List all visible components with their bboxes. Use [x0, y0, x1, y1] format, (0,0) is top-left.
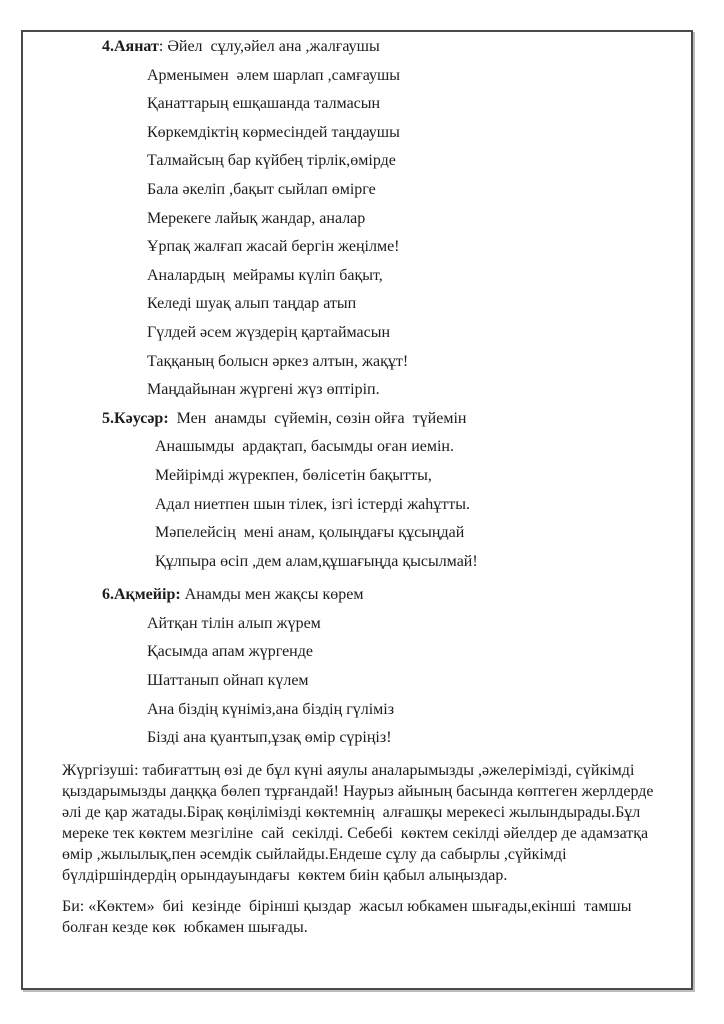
poem-section — [62, 405, 663, 577]
section-header-text: Мен анамды сүйемін, сөзін ойға түйемін — [168, 409, 467, 427]
paragraph-block — [62, 760, 663, 938]
poem-line: Гүлдей әсем жүздерің қартаймасын — [147, 323, 391, 341]
page-border — [21, 30, 693, 990]
poem-line: Айтқан тілін алып жүрем — [147, 614, 321, 632]
poem-line: Бала әкеліп ,бақыт сыйлап өмірге — [147, 180, 376, 198]
section-title: 4.Аянат — [102, 38, 159, 55]
section-header-text: : Әйел сұлу,әйел ана ,жалғаушы — [158, 38, 380, 55]
section-header — [102, 581, 663, 610]
poem-line: Қасымда апам жүргенде — [147, 643, 313, 661]
poem-line: Аналардың мейрамы күліп бақыт, — [147, 266, 383, 284]
dance-paragraph: Би: «Көктем» биі кезінде бірінші қыздар жасыл юбкамен шығады,екінші тамшы болған кезде көк юбкамен шығады. — [62, 897, 636, 936]
section-header-text: Анамды мен жақсы көрем — [180, 586, 364, 604]
poem-line: Анашымды ардақтап, басымды оған иемін. — [155, 438, 454, 456]
poem-line: Келеді шуақ алып таңдар атып — [147, 295, 357, 313]
poem-line: Ұрпақ жалғап жасай бергін жеңілме! — [147, 238, 400, 256]
section-title: 6.Ақмейір: — [102, 586, 181, 604]
poem-line: Маңдайынан жүргені жүз өптіріп. — [147, 381, 380, 399]
poem-line: Құлпыра өсіп ,дем алам,құшағыңда қысылмай! — [155, 552, 478, 570]
poem-line: Адал ниетпен шын тілек, ізгі істерді жаһұтты. — [155, 495, 470, 513]
poem-line: Ана біздің күніміз,ана біздің гүліміз — [147, 700, 395, 718]
poem-section — [62, 33, 663, 405]
host-paragraph: Жүргізуші: табиғаттың өзі де бұл күні аяулы аналарымызды ,әжелерімізді, сүйкімді қыздарымызды даңққа бөлеп тұрғандай! Наурыз айының басында көптеген жерлдерде әлі де қар жатады.Бірақ көңілімізді көктемнің алғашқы мерекесі жылындырады.Бұл мереке тек көктем мезгіліне сай секілді. Себебі көктем секілді әйелдер де адамзатқа өмір ,жылылық,пен әсемдік сыйлайды.Ендеше сұлу да сабырлы ,сүйкімді бүлдіршіндердің орындауындағы көктем биін қабыл алыңыздар. — [62, 761, 658, 884]
document-content — [23, 32, 691, 938]
poem-sections — [62, 33, 663, 753]
poem-line: Талмайсың бар күйбең тірлік,өмірде — [147, 152, 396, 170]
section-title: 5.Кәусәр: — [102, 409, 169, 427]
poem-line: Бізді ана қуантып,ұзақ өмір сүріңіз! — [147, 729, 392, 747]
section-header — [102, 405, 663, 434]
poem-line: Шаттанып ойнап күлем — [147, 672, 309, 690]
poem-line: Мейірімді жүрекпен, бөлісетін бақытты, — [155, 466, 432, 484]
poem-line: Мерекеге лайық жандар, аналар — [147, 209, 366, 227]
poem-line: Қанаттарың ешқашанда талмасын — [147, 95, 381, 113]
section-header — [102, 33, 663, 62]
poem-line: Көркемдіктің көрмесіндей таңдаушы — [147, 123, 400, 141]
poem-line: Таққаның болысн әркез алтын, жақұт! — [147, 352, 409, 370]
poem-line: Арменымен әлем шарлап ,самғаушы — [147, 66, 401, 84]
poem-section — [62, 581, 663, 753]
poem-line: Мәпелейсің мені анам, қолыңдағы құсыңдай — [155, 524, 465, 542]
